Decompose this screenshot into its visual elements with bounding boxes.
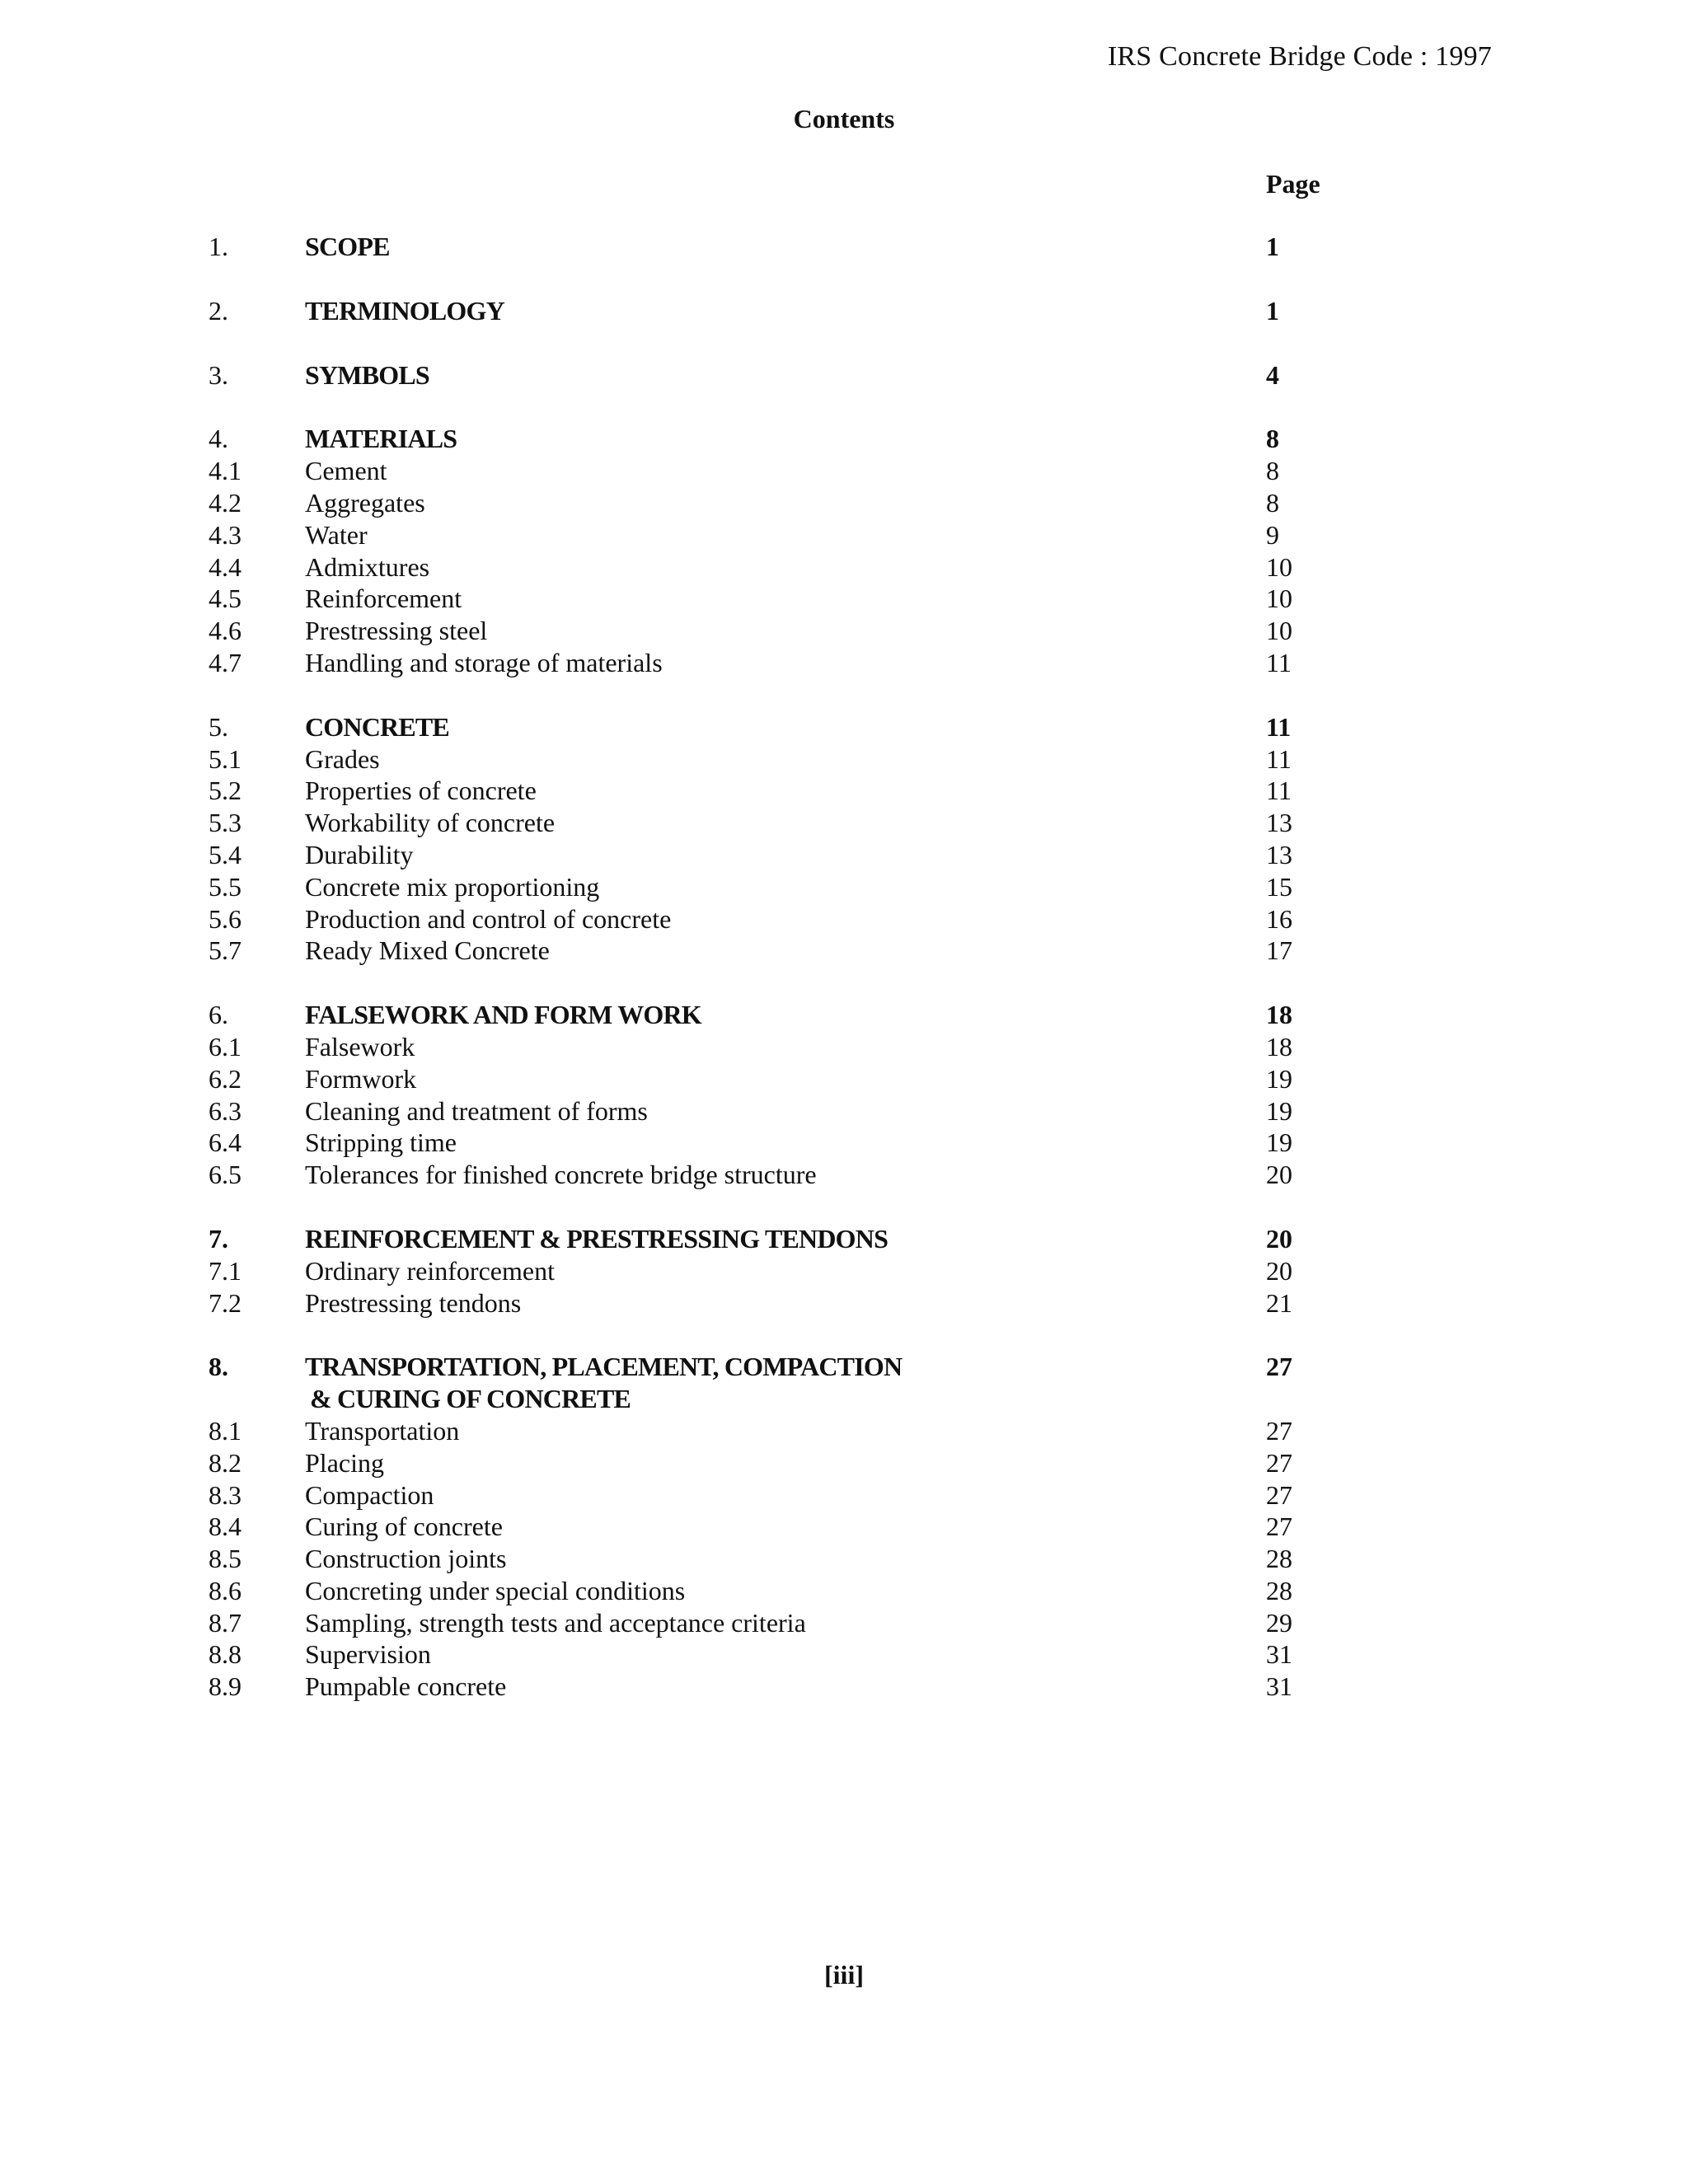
toc-entry[interactable] [209,519,1329,551]
entry-number: 4.3 [209,519,241,550]
toc-section-heading[interactable] [209,999,1329,1031]
entry-page-number: 27 [1266,1415,1292,1446]
toc-section [209,295,1329,327]
toc-entry[interactable] [209,1255,1329,1287]
section-title [305,231,1170,263]
entry-page-number: 28 [1266,1575,1292,1605]
toc-entry[interactable] [209,455,1329,487]
entry-title: Cement [305,456,387,486]
entry-title: Curing of concrete [305,1511,503,1542]
toc-section [209,999,1329,1191]
entry-number: 6.3 [209,1095,241,1126]
toc-entry[interactable] [209,1415,1329,1447]
entry-title: Cleaning and treatment of forms [305,1095,648,1126]
toc-section-heading[interactable] [209,231,1329,263]
entry-number: 8.6 [209,1575,241,1605]
toc-section [209,359,1329,391]
entry-number: 4.1 [209,456,241,486]
section-number: 4. [209,424,228,454]
toc-section-heading[interactable] [209,1351,1329,1415]
entry-title: Stripping time [305,1127,457,1158]
toc-entry[interactable] [209,1095,1329,1127]
entry-number: 6.5 [209,1160,241,1190]
section-title-line: FALSEWORK AND FORM WORK [305,1000,701,1030]
section-title-line: TRANSPORTATION, PLACEMENT, COMPACTION [305,1352,903,1382]
entry-page-number: 27 [1266,1479,1292,1510]
section-number: 6. [209,1000,228,1030]
page-number: [iii] [824,1960,864,1990]
toc-entry[interactable] [209,839,1329,871]
section-title-line: SYMBOLS [305,359,429,390]
entry-page-number: 29 [1266,1607,1292,1638]
entry-page-number: 19 [1266,1095,1292,1126]
entry-title: Durability [305,839,414,869]
entry-page-number: 20 [1266,1160,1292,1190]
entry-number: 4.2 [209,487,241,518]
entry-page-number: 10 [1266,583,1292,614]
page-column-heading: Page [1266,169,1320,199]
entry-page-number: 27 [1266,1447,1292,1478]
entry-number: 8.9 [209,1671,241,1702]
entry-title: Placing [305,1447,384,1478]
entry-page-number: 17 [1266,935,1292,966]
entry-title: Concreting under special conditions [305,1575,686,1605]
entry-page-number: 10 [1266,616,1292,646]
entry-number: 8.3 [209,1479,241,1510]
toc-entry[interactable] [209,743,1329,776]
section-title-line: MATERIALS [305,424,457,454]
entry-page-number: 11 [1266,776,1292,806]
entry-title: Compaction [305,1479,434,1510]
table-of-contents [209,231,1329,1735]
entry-page-number: 31 [1266,1639,1292,1670]
entry-number: 5.2 [209,776,241,806]
toc-entry[interactable] [209,775,1329,807]
toc-section [209,1351,1329,1703]
toc-section-heading[interactable] [209,1223,1329,1255]
entry-title: Water [305,519,368,550]
section-number: 3. [209,359,228,390]
entry-page-number: 20 [1266,1255,1292,1286]
section-number: 8. [209,1352,228,1382]
section-page-number: 27 [1266,1352,1292,1382]
toc-section-heading[interactable] [209,423,1329,455]
toc-entry[interactable] [209,1479,1329,1511]
toc-entry[interactable] [209,871,1329,903]
section-title-line: & CURING OF CONCRETE [310,1384,631,1414]
entry-title: Production and control of concrete [305,903,672,934]
toc-entry[interactable] [209,903,1329,935]
entry-number: 8.5 [209,1544,241,1574]
entry-page-number: 11 [1266,647,1292,677]
toc-entry[interactable] [209,1671,1329,1703]
toc-entry[interactable] [209,1638,1329,1671]
section-number: 1. [209,232,228,261]
entry-number: 6.1 [209,1031,241,1062]
entry-page-number: 10 [1266,551,1292,582]
section-page-number: 1 [1266,232,1279,261]
entry-number: 8.8 [209,1639,241,1670]
entry-page-number: 27 [1266,1511,1292,1542]
entry-title: Aggregates [305,487,425,518]
section-title-line: TERMINOLOGY [305,295,504,326]
toc-entry[interactable] [209,1511,1329,1543]
entry-page-number: 19 [1266,1127,1292,1158]
toc-entry[interactable] [209,1447,1329,1479]
entry-number: 4.4 [209,551,241,582]
entry-title: Transportation [305,1415,460,1446]
page-title: Contents [793,104,895,134]
toc-section [209,231,1329,263]
entry-title: Prestressing tendons [305,1287,522,1318]
entry-number: 5.5 [209,871,241,902]
toc-entry[interactable] [209,1287,1329,1319]
entry-number: 4.5 [209,583,241,614]
entry-number: 5.4 [209,839,241,869]
toc-section [209,711,1329,967]
section-title [305,359,1170,391]
entry-page-number: 13 [1266,808,1292,838]
section-title [305,295,1170,327]
entry-title: Grades [305,743,380,774]
section-title [305,423,1170,455]
toc-entry[interactable] [209,1575,1329,1607]
entry-number: 5.1 [209,743,241,774]
toc-section [209,1223,1329,1319]
entry-title: Ordinary reinforcement [305,1255,555,1286]
toc-section-heading[interactable] [209,295,1329,327]
entry-page-number: 31 [1266,1671,1292,1702]
section-number: 7. [209,1223,228,1254]
entry-page-number: 11 [1266,743,1292,774]
entry-number: 5.7 [209,935,241,966]
entry-number: 5.6 [209,903,241,934]
section-page-number: 18 [1266,1000,1292,1030]
section-page-number: 8 [1266,424,1279,454]
section-number: 5. [209,711,228,742]
toc-entry[interactable] [209,551,1329,583]
entry-page-number: 9 [1266,519,1279,550]
entry-title: Reinforcement [305,583,462,614]
section-title-line: CONCRETE [305,711,449,742]
toc-entry[interactable] [209,647,1329,679]
entry-title: Supervision [305,1639,431,1670]
entry-page-number: 8 [1266,456,1279,486]
toc-section-heading[interactable] [209,359,1329,391]
toc-entry[interactable] [209,1159,1329,1191]
section-title-line: SCOPE [305,232,390,261]
entry-title: Ready Mixed Concrete [305,935,550,966]
entry-page-number: 19 [1266,1063,1292,1094]
entry-number: 8.2 [209,1447,241,1478]
entry-number: 8.1 [209,1415,241,1446]
entry-number: 5.3 [209,808,241,838]
section-title-line: REINFORCEMENT & PRESTRESSING TENDONS [305,1223,889,1254]
entry-number: 7.2 [209,1287,241,1318]
entry-title: Prestressing steel [305,616,488,646]
entry-title: Tolerances for finished concrete bridge structure [305,1160,817,1190]
entry-page-number: 18 [1266,1031,1292,1062]
entry-title: Concrete mix proportioning [305,871,600,902]
toc-section [209,423,1329,678]
toc-section-heading[interactable] [209,711,1329,743]
entry-number: 7.1 [209,1255,241,1286]
toc-entry[interactable] [209,807,1329,839]
entry-number: 8.7 [209,1607,241,1638]
entry-title: Formwork [305,1063,417,1094]
section-title [305,711,1170,743]
section-title [305,1351,1170,1415]
entry-title: Admixtures [305,551,430,582]
section-page-number: 11 [1266,711,1292,742]
entry-page-number: 21 [1266,1287,1292,1318]
toc-entry[interactable] [209,1607,1329,1639]
entry-title: Sampling, strength tests and acceptance criteria [305,1607,806,1638]
entry-page-number: 28 [1266,1544,1292,1574]
entry-number: 4.6 [209,616,241,646]
entry-title: Falsework [305,1031,415,1062]
toc-entry[interactable] [209,935,1329,967]
section-page-number: 20 [1266,1223,1292,1254]
entry-title: Properties of concrete [305,776,537,806]
entry-title: Construction joints [305,1544,507,1574]
section-title [305,1223,1170,1255]
toc-entry[interactable] [209,1127,1329,1159]
entry-number: 4.7 [209,647,241,677]
entry-title: Pumpable concrete [305,1671,507,1702]
toc-entry[interactable] [209,1543,1329,1575]
section-number: 2. [209,295,228,326]
entry-title: Handling and storage of materials [305,647,663,677]
toc-entry[interactable] [209,583,1329,615]
section-page-number: 4 [1266,359,1279,390]
toc-entry[interactable] [209,1031,1329,1063]
entry-title: Workability of concrete [305,808,556,838]
toc-entry[interactable] [209,487,1329,519]
section-page-number: 1 [1266,295,1279,326]
entry-number: 6.2 [209,1063,241,1094]
entry-page-number: 15 [1266,871,1292,902]
entry-number: 6.4 [209,1127,241,1158]
toc-entry[interactable] [209,615,1329,647]
entry-page-number: 16 [1266,903,1292,934]
toc-entry[interactable] [209,1063,1329,1095]
running-header: IRS Concrete Bridge Code : 1997 [1107,41,1492,72]
entry-number: 8.4 [209,1511,241,1542]
entry-page-number: 13 [1266,839,1292,869]
section-title [305,999,1170,1031]
entry-page-number: 8 [1266,487,1279,518]
